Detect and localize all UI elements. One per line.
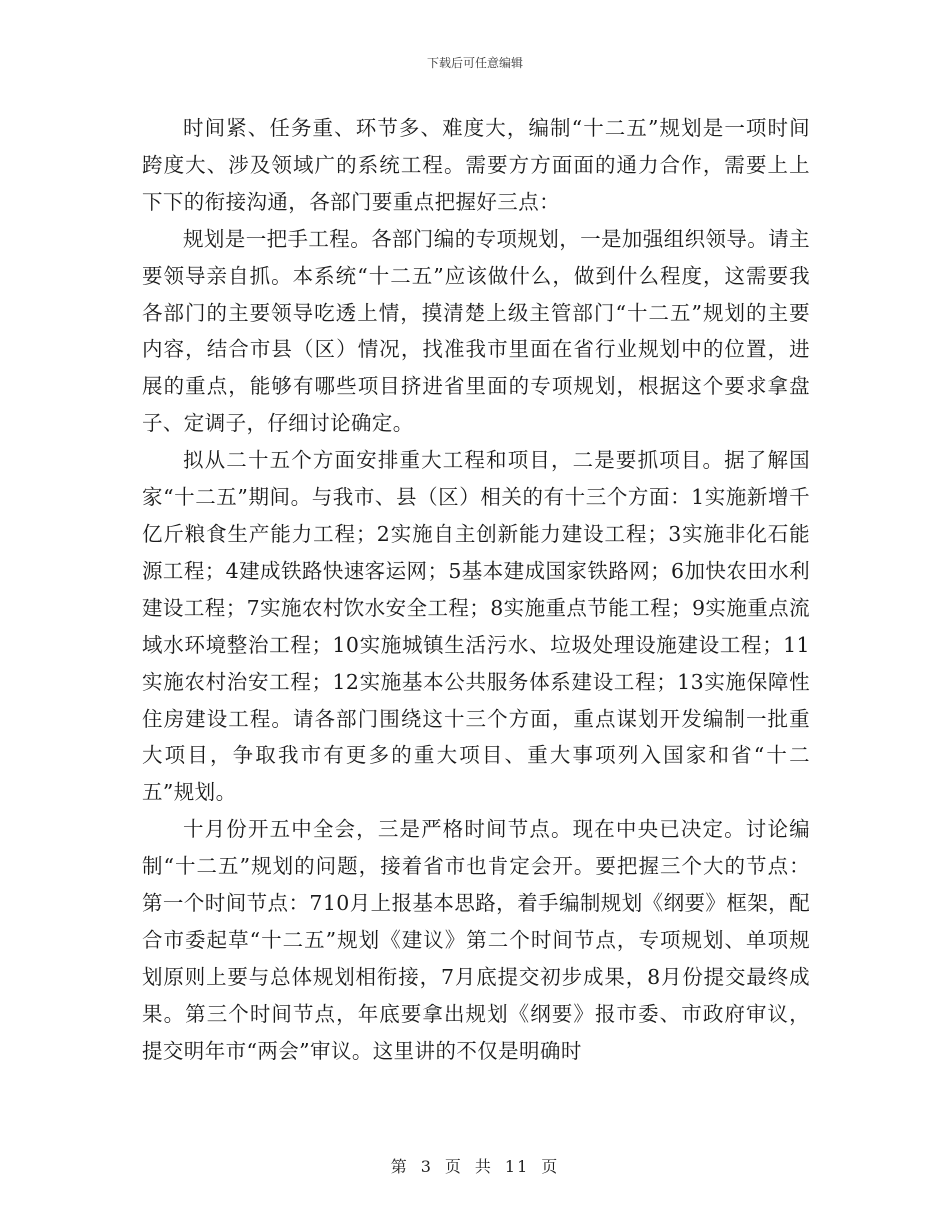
document-body xyxy=(142,110,810,1070)
footer-current-page: 3 xyxy=(420,1157,433,1176)
footer-label-total: 共 xyxy=(474,1157,493,1176)
paragraph-4: 十月份开五中全会，三是严格时间节点。现在中央已决定。讨论编制“十二五”规划的问题，接着省市也肯定会开。要把握三个大的节点：第一个时间节点：710月上报基本思路，着手编制规划《纲要》框架，配合市委起草“十二五”规划《建议》第二个时间节点，专项规划、单项规划原则上要与总体规划相衔接，7月底提交初步成果，8月份提交最终成果。第三个时间节点，年底要拿出规划《纲要》报市委、市政府审议，提交明年市“两会”审议。这里讲的不仅是明确时 xyxy=(142,817,810,1063)
paragraph-3: 拟从二十五个方面安排重大工程和项目，二是要抓项目。据了解国家“十二五”期间。与我市、县（区）相关的有十三个方面：1实施新增千亿斤粮食生产能力工程；2实施自主创新能力建设工程；3实施非化石能源工程；4建成铁路快速客运网；5基本建成国家铁路网；6加快农田水利建设工程；7实施农村饮水安全工程；8实施重点节能工程；9实施重点流域水环境整治工程；10实施城镇生活污水、垃圾处理设施建设工程；11实施农村治安工程；12实施基本公共服务体系建设工程；13实施保障性住房建设工程。请各部门围绕这十三个方面，重点谋划开发编制一批重大项目，争取我市有更多的重大项目、重大事项列入国家和省“十二五”规划。 xyxy=(142,448,810,805)
footer-label-of: 页 xyxy=(444,1157,463,1176)
footer-label-page: 第 xyxy=(390,1157,409,1176)
paragraph-2: 规划是一把手工程。各部门编的专项规划，一是加强组织领导。请主要领导亲自抓。本系统“十二五”应该做什么，做到什么程度，这需要我各部门的主要领导吃透上情，摸清楚上级主管部门“十二五”规划的主要内容，结合市县（区）情况，找准我市里面在省行业规划中的位置，进展的重点，能够有哪些项目挤进省里面的专项规划，根据这个要求拿盘子、定调子，仔细讨论确定。 xyxy=(142,226,810,436)
footer-label-end: 页 xyxy=(541,1157,560,1176)
header-note: 下载后可任意编辑 xyxy=(426,56,523,70)
footer-total-pages: 11 xyxy=(504,1157,530,1176)
page-footer xyxy=(0,1154,950,1177)
paragraph-1: 时间紧、任务重、环节多、难度大，编制“十二五”规划是一项时间跨度大、涉及领域广的系统工程。需要方方面面的通力合作，需要上上下下的衔接沟通，各部门要重点把握好三点： xyxy=(142,116,810,214)
